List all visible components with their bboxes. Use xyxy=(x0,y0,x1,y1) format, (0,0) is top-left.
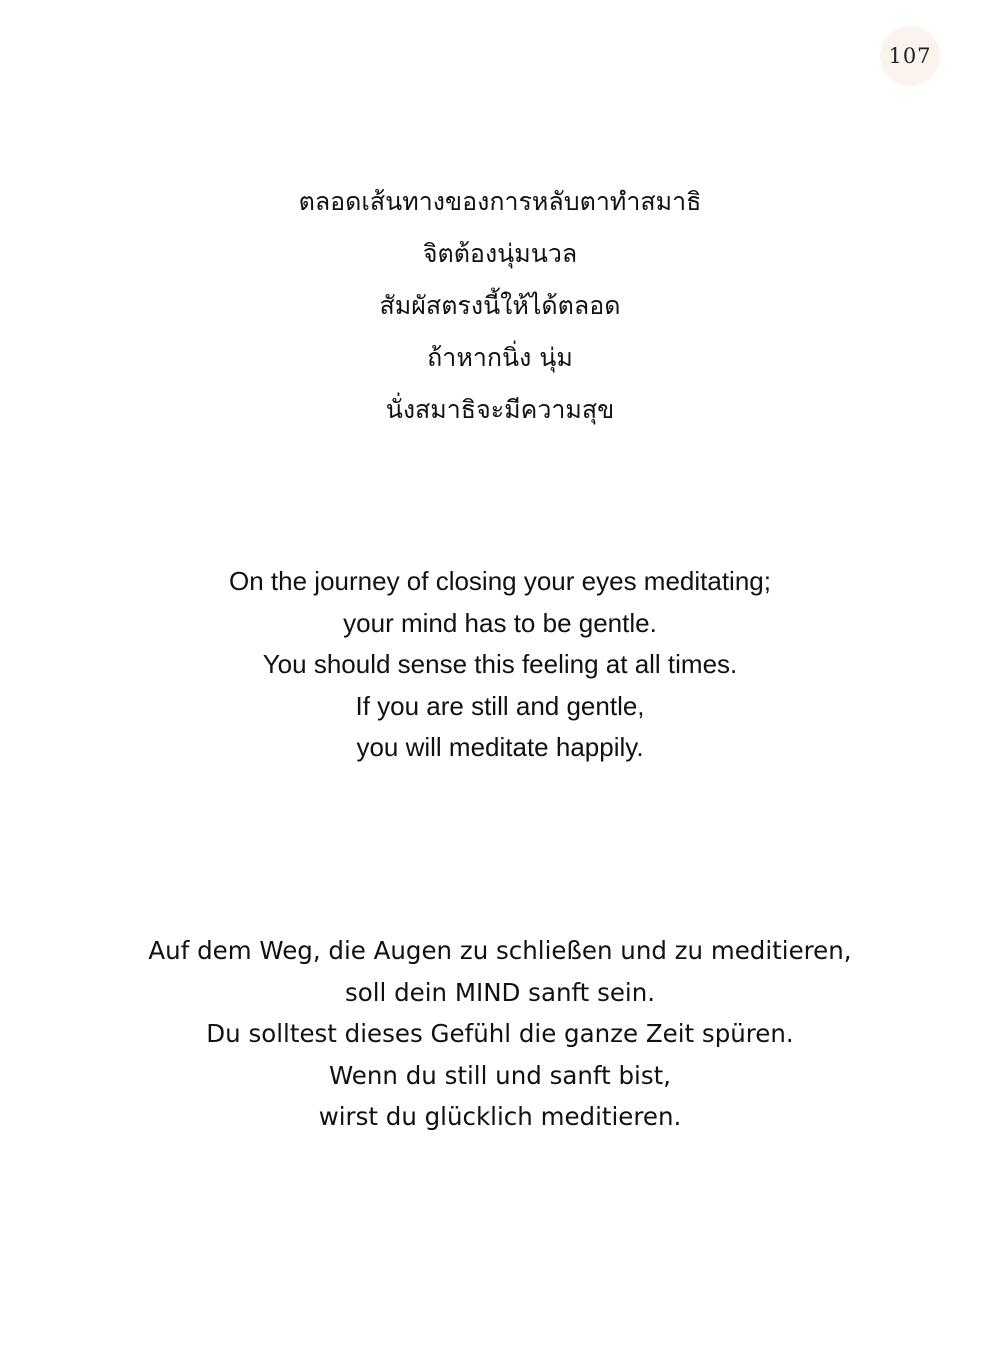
page-number: 107 xyxy=(888,44,932,68)
german-line: soll dein MIND sanft sein. xyxy=(344,977,656,1007)
thai-stanza xyxy=(0,176,1000,436)
english-line: On the journey of closing your eyes meditating; xyxy=(229,566,771,596)
german-line: Du solltest dieses Gefühl die ganze Zeit spüren. xyxy=(206,1019,794,1048)
page-number-badge xyxy=(880,26,940,86)
german-stanza xyxy=(0,930,1000,1138)
german-line: Auf dem Weg, die Augen zu schließen und zu meditieren, xyxy=(148,936,852,965)
english-stanza xyxy=(0,561,1000,769)
english-line: your mind has to be gentle. xyxy=(343,607,657,638)
thai-line: ถ้าหากนิ่ง นุ่ม xyxy=(427,343,573,372)
english-line: You should sense this feeling at all times. xyxy=(262,649,738,679)
thai-line: นั่งสมาธิจะมีความสุข xyxy=(385,395,615,424)
german-line: wirst du glücklich meditieren. xyxy=(318,1102,682,1131)
german-line: Wenn du still und sanft bist, xyxy=(329,1060,671,1090)
english-line: you will meditate happily. xyxy=(356,732,644,762)
thai-line: ตลอดเส้นทางของการหลับตาทำสมาธิ xyxy=(298,187,702,216)
thai-line: สัมผัสตรงนี้ให้ได้ตลอด xyxy=(379,291,621,320)
thai-line: จิตต้องนุ่มนวล xyxy=(422,239,578,268)
english-line: If you are still and gentle, xyxy=(355,690,645,721)
